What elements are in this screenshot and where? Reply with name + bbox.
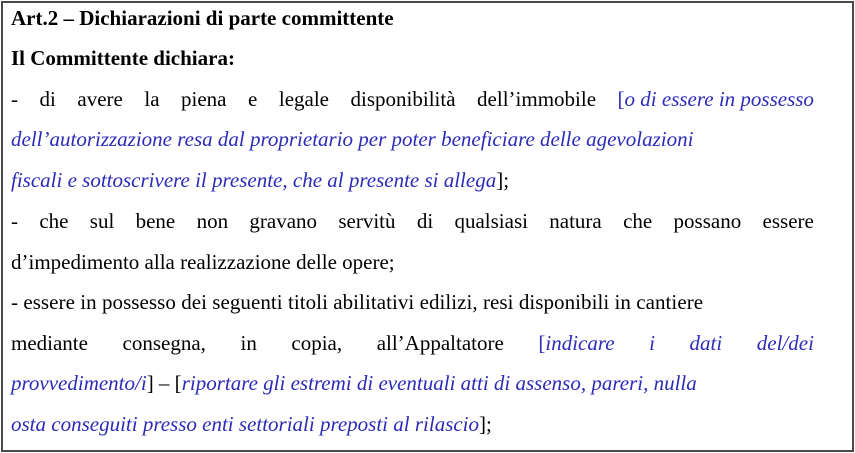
word: copia,: [291, 331, 343, 355]
item1-tail: [618, 87, 814, 111]
italic-note: provvedimento/i: [11, 371, 147, 395]
line-end: ];: [496, 168, 510, 192]
item2-line2: d’impedimento alla realizzazione delle opere;: [11, 250, 395, 274]
intro-text: Il Committente dichiara:: [11, 46, 235, 70]
word: essere: [762, 209, 814, 233]
italic-note: riportare gli estremi di eventuali atti di assenso, pareri, nulla: [181, 371, 697, 395]
word: che: [623, 209, 653, 233]
word: servitù: [338, 209, 396, 233]
italic-word: del/dei: [756, 331, 814, 355]
word: gravano: [249, 209, 318, 233]
item1-line2: dell’autorizzazione resa dal proprietario per poter beneficiare delle agevolazioni: [11, 127, 694, 151]
separator: ] – [: [146, 371, 182, 395]
item3-line4: [11, 412, 814, 436]
article-heading: Art.2 – Dichiarazioni di parte committente: [11, 6, 394, 30]
word: in: [240, 331, 257, 355]
italic-word: dati: [689, 331, 723, 355]
word: sul: [89, 209, 115, 233]
word: bene: [135, 209, 176, 233]
word: possano: [673, 209, 742, 233]
word: di: [416, 209, 434, 233]
line-end: ];: [479, 412, 492, 436]
italic-word: i: [649, 331, 655, 355]
word: avere: [77, 87, 123, 111]
italic-word: indicare: [545, 331, 615, 355]
word: piena: [181, 87, 227, 111]
bracket: [: [538, 331, 546, 355]
word: che: [39, 209, 69, 233]
item2-line1: [11, 209, 814, 233]
word: di: [39, 87, 56, 111]
item1-line3: [11, 168, 814, 192]
item3-line1: - essere in possesso dei seguenti titoli abilitativi edilizi, resi disponibili in cantiere: [11, 290, 704, 314]
word: -: [11, 209, 18, 233]
word: qualsiasi: [454, 209, 528, 233]
word: all’Appaltatore: [376, 331, 504, 355]
word: natura: [549, 209, 602, 233]
word: consegna,: [122, 331, 206, 355]
item1-line1: [11, 87, 814, 111]
bracket: [: [617, 87, 625, 111]
word: dell’immobile: [477, 87, 597, 111]
word: disponibilità: [350, 87, 456, 111]
word: non: [196, 209, 229, 233]
bracket-start: [538, 331, 614, 355]
word: legale: [278, 87, 330, 111]
italic-note: fiscali e sottoscrivere il presente, che al presente si allega: [11, 168, 497, 192]
item3-line2: [11, 331, 814, 355]
word: la: [144, 87, 160, 111]
word: e: [248, 87, 258, 111]
italic-note: o di essere in possesso: [624, 87, 814, 111]
italic-note: osta conseguiti presso enti settoriali preposti al rilascio: [11, 412, 480, 436]
word: mediante: [11, 331, 88, 355]
item3-line3: [11, 371, 814, 395]
word: -: [11, 87, 18, 111]
